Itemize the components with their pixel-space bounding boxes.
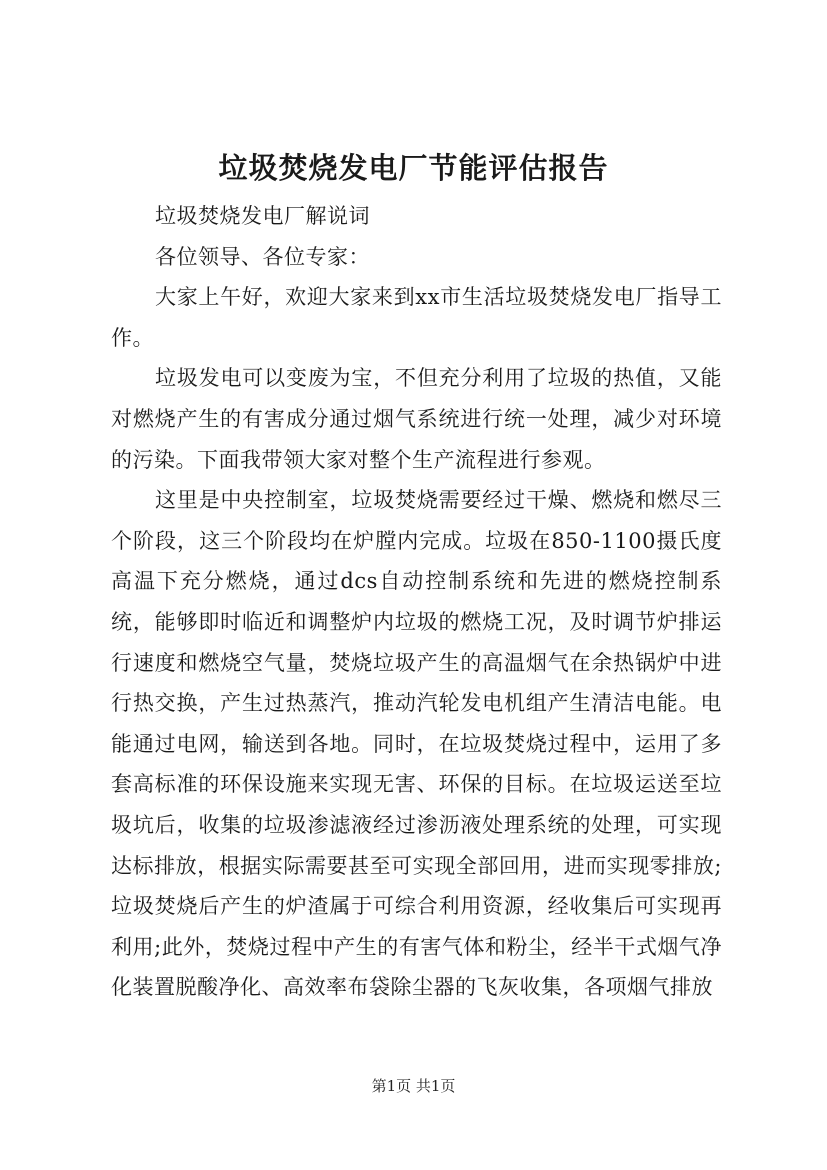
document-title: 垃圾焚烧发电厂节能评估报告	[218, 151, 609, 185]
page-number-footer: 第1页 共1页	[371, 1077, 456, 1095]
paragraph-subtitle: 垃圾焚烧发电厂解说词	[155, 204, 370, 228]
paragraph-control-room: 这里是中央控制室，垃圾焚烧需要经过干燥、燃烧和燃尽三个阶段，这三个阶段均在炉膛内完成。垃圾在850-1100摄氏度高温下充分燃烧，通过dcs自动控制系统和先进的燃烧控制系统，能够即时临近和调整炉内垃圾的燃烧工况，及时调节炉排运行速度和燃烧空气量，焚烧垃圾产生的高温烟气在余热锅炉中进行热交换，产生过热蒸汽，推动汽轮发电机组产生清洁电能。电能通过电网，输送到各地。同时，在垃圾焚烧过程中，运用了多套高标准的环保设施来实现无害、环保的目标。在垃圾运送至垃圾坑后，收集的垃圾渗滤液经过渗沥液处理系统的处理，可实现达标排放，根据实际需要甚至可实现全部回用，进而实现零排放;垃圾焚烧后产生的炉渣属于可综合利用资源，经收集后可实现再利用;此外，焚烧过程中产生的有害气体和粉尘，经半干式烟气净化装置脱酸净化、高效率布袋除尘器的飞灰收集，各项烟气排放	[111, 488, 722, 1000]
paragraph-welcome: 大家上午好，欢迎大家来到xx市生活垃圾焚烧发电厂指导工作。	[111, 285, 722, 350]
paragraph-greeting: 各位领导、各位专家：	[155, 244, 370, 269]
document-body	[111, 196, 722, 1008]
paragraph-intro: 垃圾发电可以变废为宝，不但充分利用了垃圾的热值，又能对燃烧产生的有害成分通过烟气系统进行统一处理，减少对环境的污染。下面我带领大家对整个生产流程进行参观。	[111, 366, 722, 472]
